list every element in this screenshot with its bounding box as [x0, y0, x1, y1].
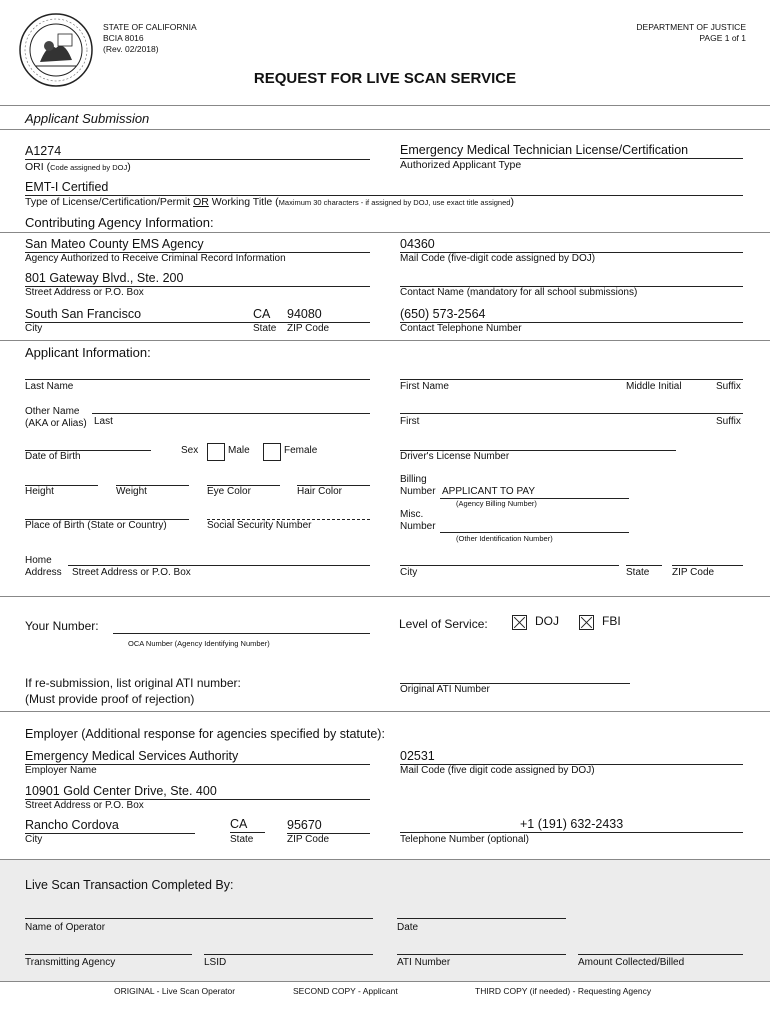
- ori-label: ORI (Code assigned by DOJ): [25, 161, 131, 173]
- aka-suffix-label: Suffix: [716, 416, 741, 427]
- footer-copy-third: THIRD COPY (if needed) - Requesting Agency: [475, 986, 652, 996]
- footer-copy-original: ORIGINAL - Live Scan Operator: [114, 986, 236, 996]
- employer-zip-field[interactable]: 95670: [287, 818, 322, 832]
- agency-zip-label: ZIP Code: [287, 323, 330, 334]
- first-name-label: First Name: [400, 381, 449, 392]
- transmitting-agency-label: Transmitting Agency: [25, 957, 116, 968]
- billing-sub-label: (Agency Billing Number): [456, 499, 537, 508]
- contact-phone-label: Contact Telephone Number: [400, 323, 522, 334]
- operator-name-field[interactable]: [25, 918, 373, 919]
- aka-first-label: First: [400, 416, 420, 427]
- agency-city-label: City: [25, 323, 43, 334]
- aka-last-field[interactable]: [92, 413, 370, 414]
- contact-phone-field[interactable]: (650) 573-2564: [400, 307, 486, 321]
- employer-state-field[interactable]: CA: [230, 817, 248, 831]
- agency-street-label: Street Address or P.O. Box: [25, 287, 144, 298]
- employer-phone-label: Telephone Number (optional): [400, 834, 529, 845]
- transmitting-agency-field[interactable]: [25, 954, 192, 955]
- last-name-field[interactable]: [25, 379, 370, 380]
- agency-city-field[interactable]: South San Francisco: [25, 307, 142, 321]
- dob-label: Date of Birth: [25, 451, 81, 462]
- agency-street-field[interactable]: 801 Gateway Blvd., Ste. 200: [25, 271, 184, 285]
- first-name-field[interactable]: [400, 379, 743, 380]
- date-label: Date: [397, 922, 419, 933]
- home-street-label: Street Address or P.O. Box: [72, 567, 191, 578]
- home-zip-label: ZIP Code: [672, 567, 715, 578]
- operator-name-label: Name of Operator: [25, 922, 106, 933]
- agency-name-field[interactable]: San Mateo County EMS Agency: [25, 237, 204, 251]
- page-number: PAGE 1 of 1: [699, 33, 746, 43]
- sex-label: Sex: [181, 445, 199, 456]
- oca-number-field[interactable]: [113, 633, 370, 634]
- male-label: Male: [228, 445, 250, 456]
- mail-code-field[interactable]: 04360: [400, 237, 435, 251]
- ssn-label: Social Security Number: [207, 520, 312, 531]
- department-name: DEPARTMENT OF JUSTICE: [636, 22, 746, 32]
- amount-field[interactable]: [578, 954, 743, 955]
- aka-first-field[interactable]: [400, 413, 743, 414]
- level-of-service-label: Level of Service:: [399, 617, 488, 631]
- applicant-type-field[interactable]: Emergency Medical Technician License/Certification: [400, 143, 689, 157]
- female-label: Female: [284, 445, 318, 456]
- employer-city-field[interactable]: Rancho Cordova: [25, 818, 119, 832]
- home-state-field[interactable]: [626, 565, 662, 566]
- agency-zip-field[interactable]: 94080: [287, 307, 322, 321]
- employer-mail-label: Mail Code (five digit code assigned by DOJ): [400, 765, 595, 776]
- height-label: Height: [25, 486, 54, 497]
- hair-color-label: Hair Color: [297, 486, 343, 497]
- live-scan-panel: [0, 859, 770, 982]
- home-street-field[interactable]: [68, 565, 370, 566]
- middle-initial-label: Middle Initial: [626, 381, 682, 392]
- your-number-label: Your Number:: [25, 619, 99, 633]
- misc-sub-label: (Other Identification Number): [456, 534, 553, 543]
- employer-name-field[interactable]: Emergency Medical Services Authority: [25, 749, 239, 763]
- state-name: STATE OF CALIFORNIA: [103, 22, 197, 32]
- lsid-label: LSID: [204, 957, 227, 968]
- employer-zip-label: ZIP Code: [287, 834, 330, 845]
- license-title-field[interactable]: EMT-I Certified: [25, 180, 109, 194]
- male-checkbox[interactable]: [207, 443, 225, 461]
- employer-name-label: Employer Name: [25, 765, 97, 776]
- ati-number-label: ATI Number: [397, 957, 451, 968]
- oca-sub-label: OCA Number (Agency Identifying Number): [128, 639, 270, 648]
- home-zip-field[interactable]: [672, 565, 743, 566]
- home-city-field[interactable]: [400, 565, 619, 566]
- pob-label: Place of Birth (State or Country): [25, 520, 167, 531]
- other-name-label: Other Name (AKA or Alias): [25, 406, 87, 429]
- employer-city-label: City: [25, 834, 43, 845]
- weight-label: Weight: [116, 486, 147, 497]
- employer-state-label: State: [230, 834, 254, 845]
- employer-mail-field[interactable]: 02531: [400, 749, 435, 763]
- suffix-label: Suffix: [716, 381, 741, 392]
- misc-number-field[interactable]: [440, 532, 629, 533]
- doj-label: DOJ: [535, 614, 559, 628]
- section-live-scan: Live Scan Transaction Completed By:: [25, 878, 234, 892]
- drivers-license-label: Driver's License Number: [400, 451, 510, 462]
- employer-street-field[interactable]: 10901 Gold Center Drive, Ste. 400: [25, 784, 217, 798]
- footer-copy-second: SECOND COPY - Applicant: [293, 986, 398, 996]
- section-applicant-info: Applicant Information:: [25, 345, 151, 360]
- home-state-label: State: [626, 567, 650, 578]
- form-revision: (Rev. 02/2018): [103, 44, 159, 54]
- eye-color-label: Eye Color: [207, 486, 251, 497]
- fbi-checkbox[interactable]: [579, 615, 594, 630]
- billing-number-field[interactable]: APPLICANT TO PAY: [442, 486, 535, 497]
- form-title: REQUEST FOR LIVE SCAN SERVICE: [253, 70, 517, 87]
- section-employer: Employer (Additional response for agencies specified by statute):: [25, 727, 385, 741]
- section-contributing-agency: Contributing Agency Information:: [25, 215, 214, 230]
- female-checkbox[interactable]: [263, 443, 281, 461]
- mail-code-label: Mail Code (five-digit code assigned by DOJ): [400, 253, 596, 264]
- home-label: Home Address: [25, 555, 62, 578]
- license-title-label: Type of License/Certification/Permit OR Working Title (Maximum 30 characters - if assigned by DOJ, use exact title assigned): [25, 196, 514, 208]
- contact-name-label: Contact Name (mandatory for all school submissions): [400, 287, 638, 298]
- misc-label: Misc. Number: [400, 509, 436, 532]
- aka-last-label: Last: [94, 416, 113, 427]
- original-ati-label: Original ATI Number: [400, 684, 490, 695]
- ori-field[interactable]: A1274: [25, 144, 62, 158]
- fbi-label: FBI: [602, 614, 621, 628]
- section-applicant-submission: Applicant Submission: [25, 111, 150, 126]
- form-id: BCIA 8016: [103, 33, 144, 43]
- lsid-field[interactable]: [204, 954, 373, 955]
- date-field[interactable]: [397, 918, 566, 919]
- agency-name-label: Agency Authorized to Receive Criminal Record Information: [25, 253, 286, 264]
- applicant-type-label: Authorized Applicant Type: [400, 159, 522, 171]
- employer-street-label: Street Address or P.O. Box: [25, 800, 144, 811]
- agency-state-label: State: [253, 323, 277, 334]
- billing-label: Billing Number: [400, 474, 436, 497]
- agency-state-field[interactable]: CA: [253, 307, 271, 321]
- home-city-label: City: [400, 567, 418, 578]
- employer-phone-field[interactable]: +1 (191) 632-2433: [520, 817, 624, 831]
- amount-label: Amount Collected/Billed: [578, 957, 685, 968]
- last-name-label: Last Name: [25, 381, 74, 392]
- ati-number-field[interactable]: [397, 954, 566, 955]
- doj-checkbox[interactable]: [512, 615, 527, 630]
- resubmission-label: If re-submission, list original ATI number: (Must provide proof of rejection): [25, 676, 241, 706]
